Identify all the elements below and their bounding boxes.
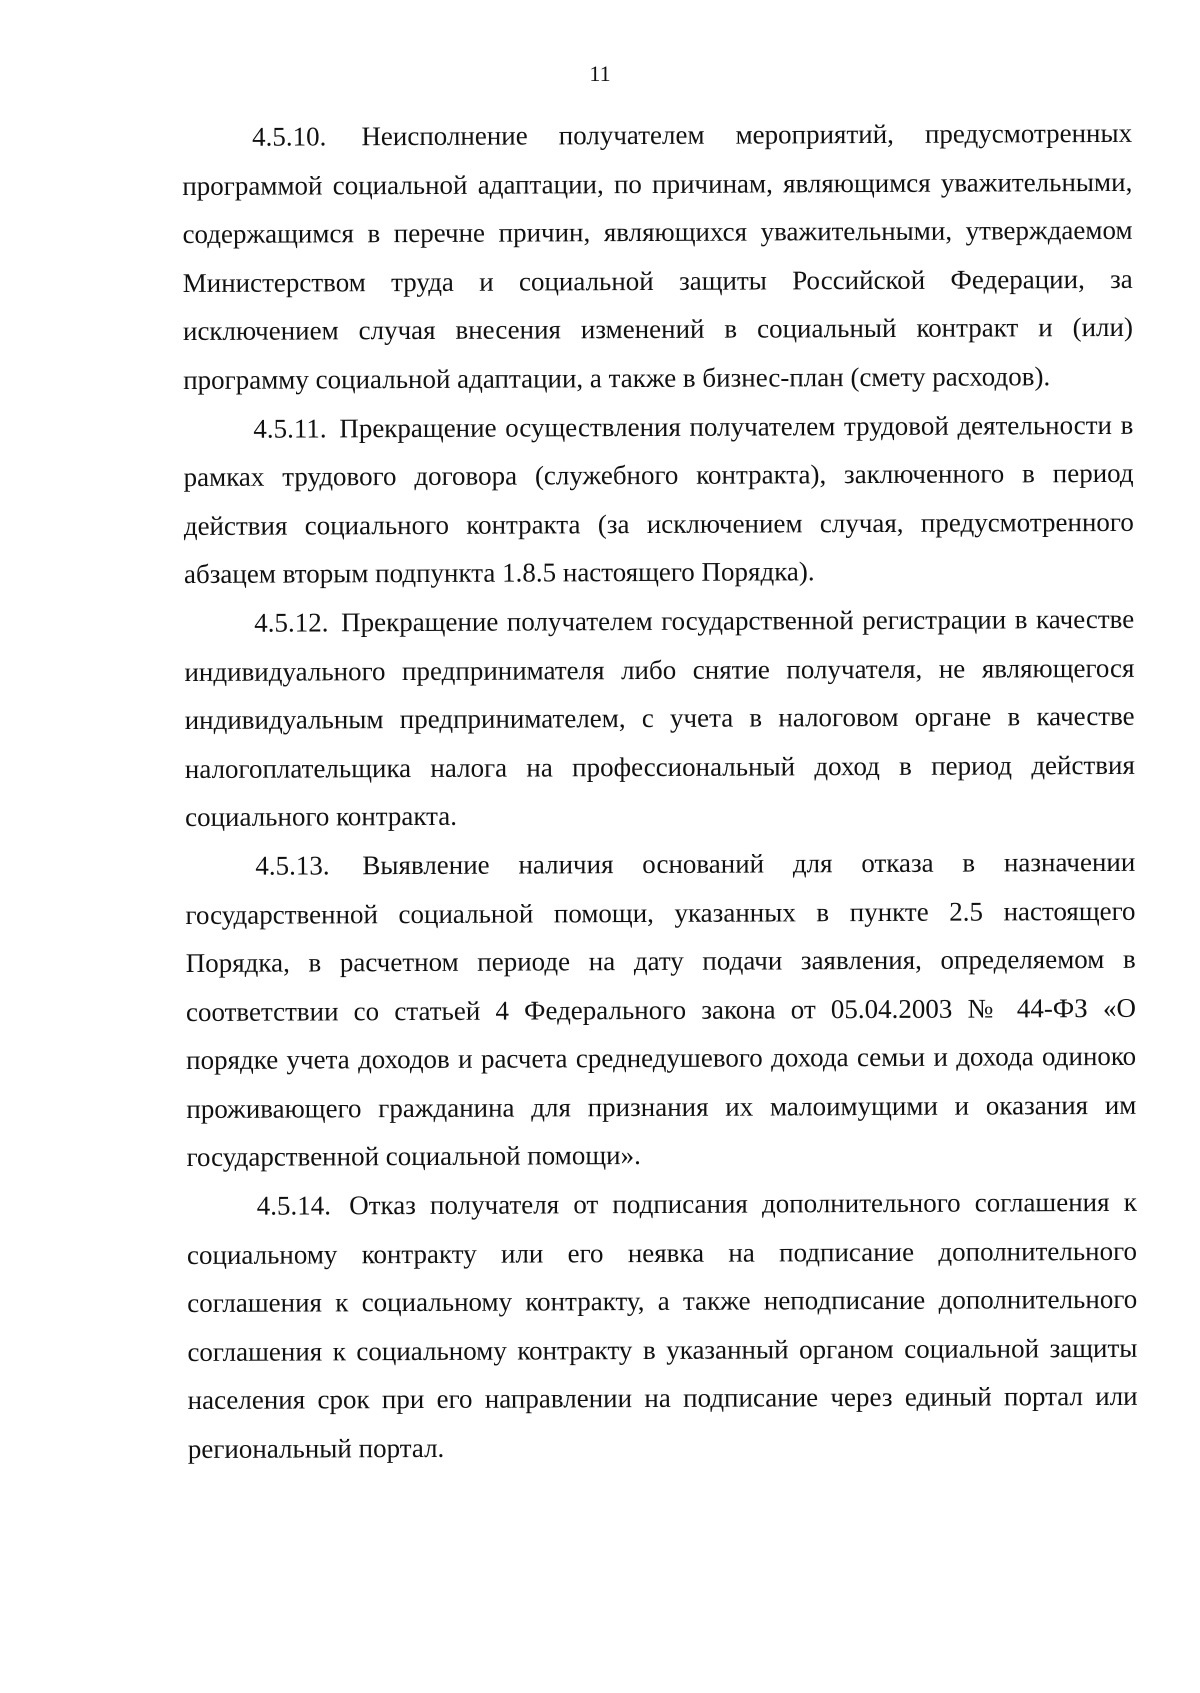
paragraph-number: 4.5.11. bbox=[253, 412, 327, 444]
paragraph-4-5-12 bbox=[184, 595, 1135, 842]
paragraph-text: Прекращение осуществления получателем трудовой деятельности в рамках трудового договора (служебного контракта), заключенного в период действия социального контракта (за исключением случая, предусмотренного абзацем вторым подпункта 1.8.5 настоящего Порядка). bbox=[183, 409, 1134, 590]
paragraph-4-5-13 bbox=[185, 838, 1136, 1182]
document-body bbox=[182, 109, 1138, 1474]
paragraph-number: 4.5.12. bbox=[254, 607, 329, 638]
paragraph-4-5-14 bbox=[187, 1178, 1138, 1474]
paragraph-text: Отказ получателя от подписания дополнительного соглашения к социальному контракту или его неявка на подписание дополнительного соглашения к социальному контракту, а также неподписание дополнительного соглашения к социальному контракту в указанный органом социальной защиты населения срок при его направлении на подписание через единый портал или региональный портал. bbox=[186, 1186, 1138, 1465]
paragraph-number: 4.5.10. bbox=[252, 121, 327, 152]
paragraph-number: 4.5.14. bbox=[256, 1190, 332, 1221]
paragraph-4-5-11 bbox=[183, 400, 1134, 599]
paragraph-text: Выявление наличия оснований для отказа в назначении государственной социальной помощи, указанных в пункте 2.5 настоящего Порядка, в расчетном периоде на дату подачи заявления, определяемом в соответствии со статьей 4 Федерального закона от 05.04.2003 № 44-ФЗ «О порядке учета доходов и расчета среднедушевого дохода семьи и дохода одиноко проживающего гражданина для признания их малоимущими и оказания им государственной социальной помощи». bbox=[185, 846, 1137, 1173]
paragraph-text: Неисполнение получателем мероприятий, предусмотренных программой социальной адаптации, по причинам, являющимся уважительными, содержащимся в перечне причин, являющихся уважительными, утверждаемом Министерством труда и социальной защиты Российской Федерации, за исключением случая внесения изменений в социальный контракт и (или) программу социальной адаптации, а также в бизнес-план (смету расходов). bbox=[182, 117, 1134, 395]
paragraph-number: 4.5.13. bbox=[255, 850, 330, 881]
paragraph-4-5-10 bbox=[182, 109, 1133, 405]
paragraph-text: Прекращение получателем государственной регистрации в качестве индивидуального предпринимателя либо снятие получателя, не являющегося индивидуальным предпринимателем, с учета в налоговом органе в качестве налогоплательщика налога на профессиональный доход в период действия социального контракта. bbox=[184, 603, 1135, 833]
page-number: 11 bbox=[589, 61, 611, 86]
